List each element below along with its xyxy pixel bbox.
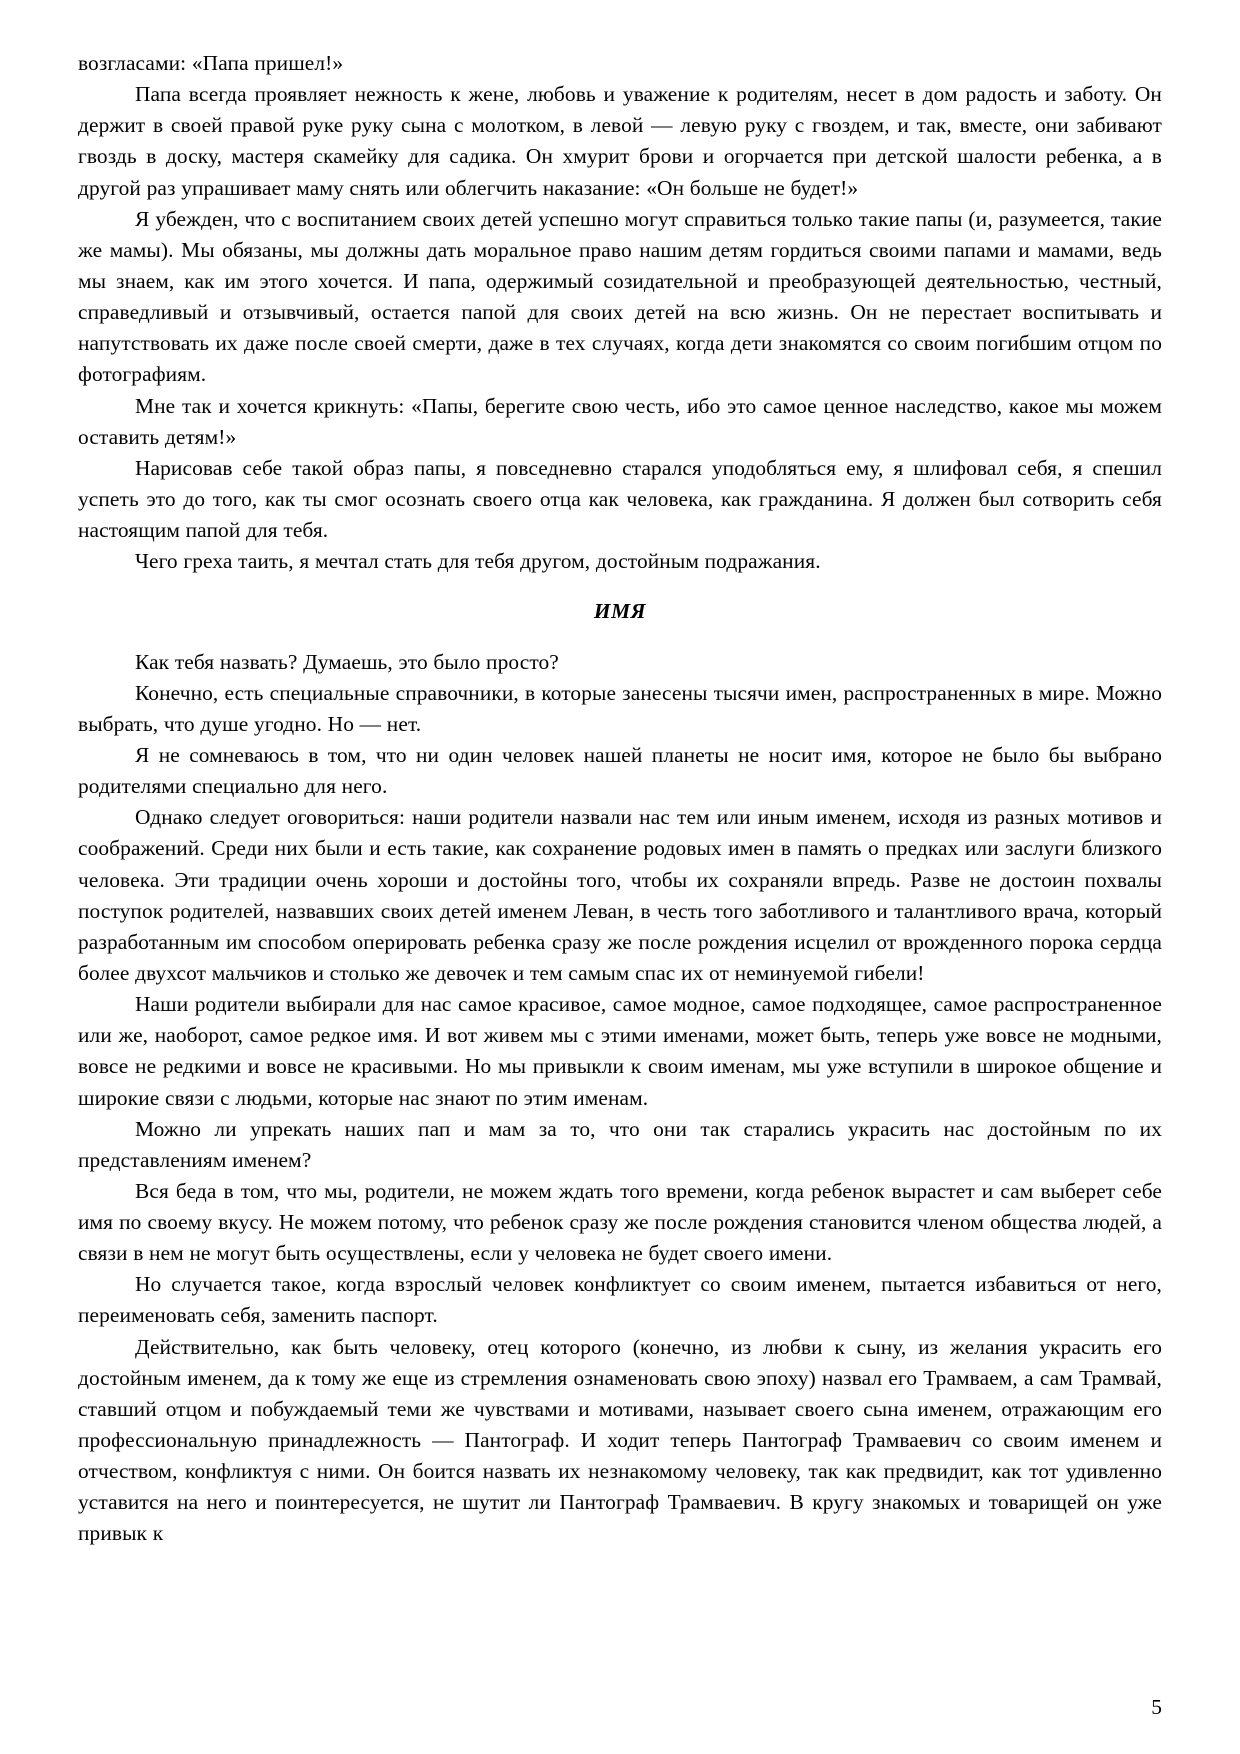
paragraph-kak-tebya-nazvat: Как тебя назвать? Думаешь, это было просто? xyxy=(135,649,559,674)
page-body xyxy=(78,48,1162,1550)
paragraph-odnako: Однако следует оговориться: наши родители назвали нас тем или иным именем, исходя из разных мотивов и соображений. Среди них были и есть такие, как сохранение родовых имен в память о предках или заслуги близкого человека. Эти традиции очень хороши и достойны того, чтобы их сохраняли впредь. Разве не достоин похвалы поступок родителей, назвавших своих детей именем Леван, в честь того заботливого и талантливого врача, который разработанным им способом оперировать ребенка сразу же после рождения исцелил от врожденного порока сердца более двухсот мальчиков и столько же девочек и тем самым спас их от неминуемой гибели! xyxy=(78,805,1162,985)
paragraph-vsya-beda: Вся беда в том, что мы, родители, не можем ждать того времени, когда ребенок вырастет и сам выберет себе имя по своему вкусу. Не можем потому, что ребенок сразу же после рождения становится членом общества людей, а связи в нем не могут быть осуществлены, если у человека не будет своего имени. xyxy=(78,1178,1162,1266)
paragraph-mne-tak: Мне так и хочется крикнуть: «Папы, берегите свою честь, ибо это самое ценное наследство, какое мы можем оставить детям!» xyxy=(78,393,1162,449)
paragraph-narisovav: Нарисовав себе такой образ папы, я повседневно старался уподобляться ему, я шлифовал себя, я спешил успеть это до того, как ты смог осознать своего отца как человека, как гражданина. Я должен был сотворить себя настоящим папой для тебя. xyxy=(78,455,1162,543)
page-number: 5 xyxy=(1151,1694,1162,1719)
paragraph-papa-vsegda: Папа всегда проявляет нежность к жене, любовь и уважение к родителям, несет в дом радость и заботу. Он держит в своей правой руке руку сына с молотком, в левой — левую руку с гвоздем, и так, вместе, они забивают гвоздь в доску, мастеря скамейку для садика. Он хмурит брови и огорчается при детской шалости ребенка, а в другой раз упрашивает маму снять или облегчить наказание: «Он больше не будет!» xyxy=(78,82,1162,200)
paragraph-nashi-roditeli: Наши родители выбирали для нас самое красивое, самое модное, самое подходящее, самое распространенное или же, наоборот, самое редкое имя. И вот живем мы с этими именами, может быть, теперь уже вовсе не модными, вовсе не редкими и вовсе не красивыми. Но мы привыкли к своим именам, мы уже вступили в широкое общение и широкие связи с людьми, которые нас знают по этим именам. xyxy=(78,992,1162,1110)
paragraph-mozhno-li: Можно ли упрекать наших пап и мам за то, что они так старались украсить нас достойным по их представлениям именем? xyxy=(78,1116,1162,1172)
paragraph-continued-top: возгласами: «Папа пришел!» xyxy=(78,51,344,75)
paragraph-ya-ubezhden: Я убежден, что с воспитанием своих детей успешно могут справиться только такие папы (и, разумеется, такие же мамы). Мы обязаны, мы должны дать моральное право нашим детям гордиться своими папами и мамами, ведь мы знаем, как им этого хочется. И папа, одержимый созидательной и преобразующей деятельностью, честный, справедливый и отзывчивый, остается папой для своих детей на всю жизнь. Он не перестает воспитывать и напутствовать их даже после своей смерти, даже в тех случаях, когда дети знакомятся со своим погибшим отцом по фотографиям. xyxy=(78,206,1162,387)
section-heading-imya: ИМЯ xyxy=(593,599,647,624)
paragraph-chego-grekha: Чего греха таить, я мечтал стать для тебя другом, достойным подражания. xyxy=(135,549,821,574)
paragraph-konechno: Конечно, есть специальные справочники, в которые занесены тысячи имен, распространенных в мире. Можно выбрать, что душе угодно. Но — нет. xyxy=(78,680,1162,736)
paragraph-ya-ne-somnevayus: Я не сомневаюсь в том, что ни один человек нашей планеты не носит имя, которое не было бы выбрано родителями специально для него. xyxy=(78,742,1162,799)
paragraph-no-sluchaetsya: Но случается такое, когда взрослый человек конфликтует со своим именем, пытается избавиться от него, переименовать себя, заменить паспорт. xyxy=(78,1272,1162,1328)
paragraph-deystvitelno: Действительно, как быть человеку, отец которого (конечно, из любви к сыну, из желания украсить его достойным именем, да к тому же еще из стремления ознаменовать свою эпоху) назвал его Трамваем, а сам Трамвай, ставший отцом и побуждаемый теми же чувствами и мотивами, называет своего сына именем, отражающим его профессиональную принадлежность — Пантограф. И ходит теперь Пантограф Трамваевич со своим именем и отчеством, конфликтуя с ними. Он боится назвать их незнакомому человеку, так как предвидит, как тот удивленно уставится на него и поинтересуется, не шутит ли Пантограф Трамваевич. В кругу знакомых и товарищей он уже привык к xyxy=(78,1334,1162,1546)
